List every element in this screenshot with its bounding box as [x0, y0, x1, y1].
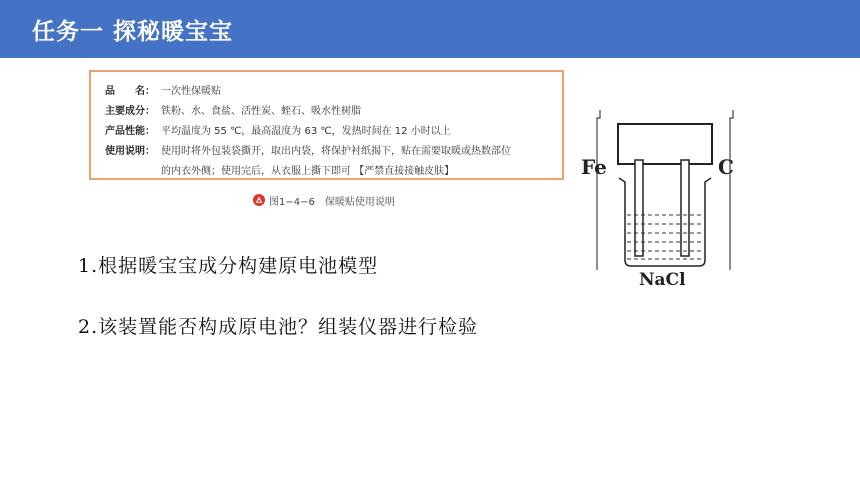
galvanic-cell-diagram	[575, 110, 755, 290]
product-spec-box	[89, 70, 564, 180]
spec-value: 的内衣外侧；使用完后，从衣服上撕下即可 【严禁直接接触皮肤】	[161, 166, 455, 177]
wire-connection	[618, 124, 712, 164]
figure-title: 保暖贴使用说明	[324, 196, 395, 208]
spec-key: 产品性能：	[105, 126, 155, 137]
spec-row-name	[105, 82, 550, 102]
spec-value: 铁粉、水、食盐、活性炭、蛭石、吸水性树脂	[161, 106, 361, 117]
page-title: 任务一 探秘暖宝宝	[32, 19, 234, 45]
spec-key: 使用说明：	[105, 146, 155, 157]
spec-value: 使用时将外包装袋撕开，取出内袋，将保护衬纸揭下，贴在需要取暖或热数部位	[161, 146, 511, 157]
triangle-logo-icon	[253, 194, 265, 206]
fe-label: Fe	[581, 155, 607, 179]
spec-row-usage	[105, 142, 550, 162]
figure-number: 图1−4−6	[269, 196, 315, 208]
spec-row-usage-continued	[105, 162, 550, 182]
spec-row-ingredients	[105, 102, 550, 122]
spec-key: 品 名：	[105, 86, 155, 97]
beaker	[619, 178, 711, 266]
header-bar	[0, 0, 860, 58]
task-item-1: 1.根据暖宝宝成分构建原电池模型	[78, 255, 379, 277]
spec-value: 一次性保暖贴	[161, 86, 221, 97]
figure-caption	[253, 192, 395, 208]
spec-value: 平均温度为 55 ℃，最高温度为 63 ℃，发热时间在 12 小时以上	[161, 126, 451, 137]
nacl-label: NaCl	[639, 270, 686, 290]
spec-row-performance	[105, 122, 550, 142]
spec-key: 主要成分：	[105, 106, 155, 117]
c-label: C	[718, 155, 734, 179]
task-item-2: 2.该装置能否构成原电池？组装仪器进行检验	[78, 316, 479, 338]
